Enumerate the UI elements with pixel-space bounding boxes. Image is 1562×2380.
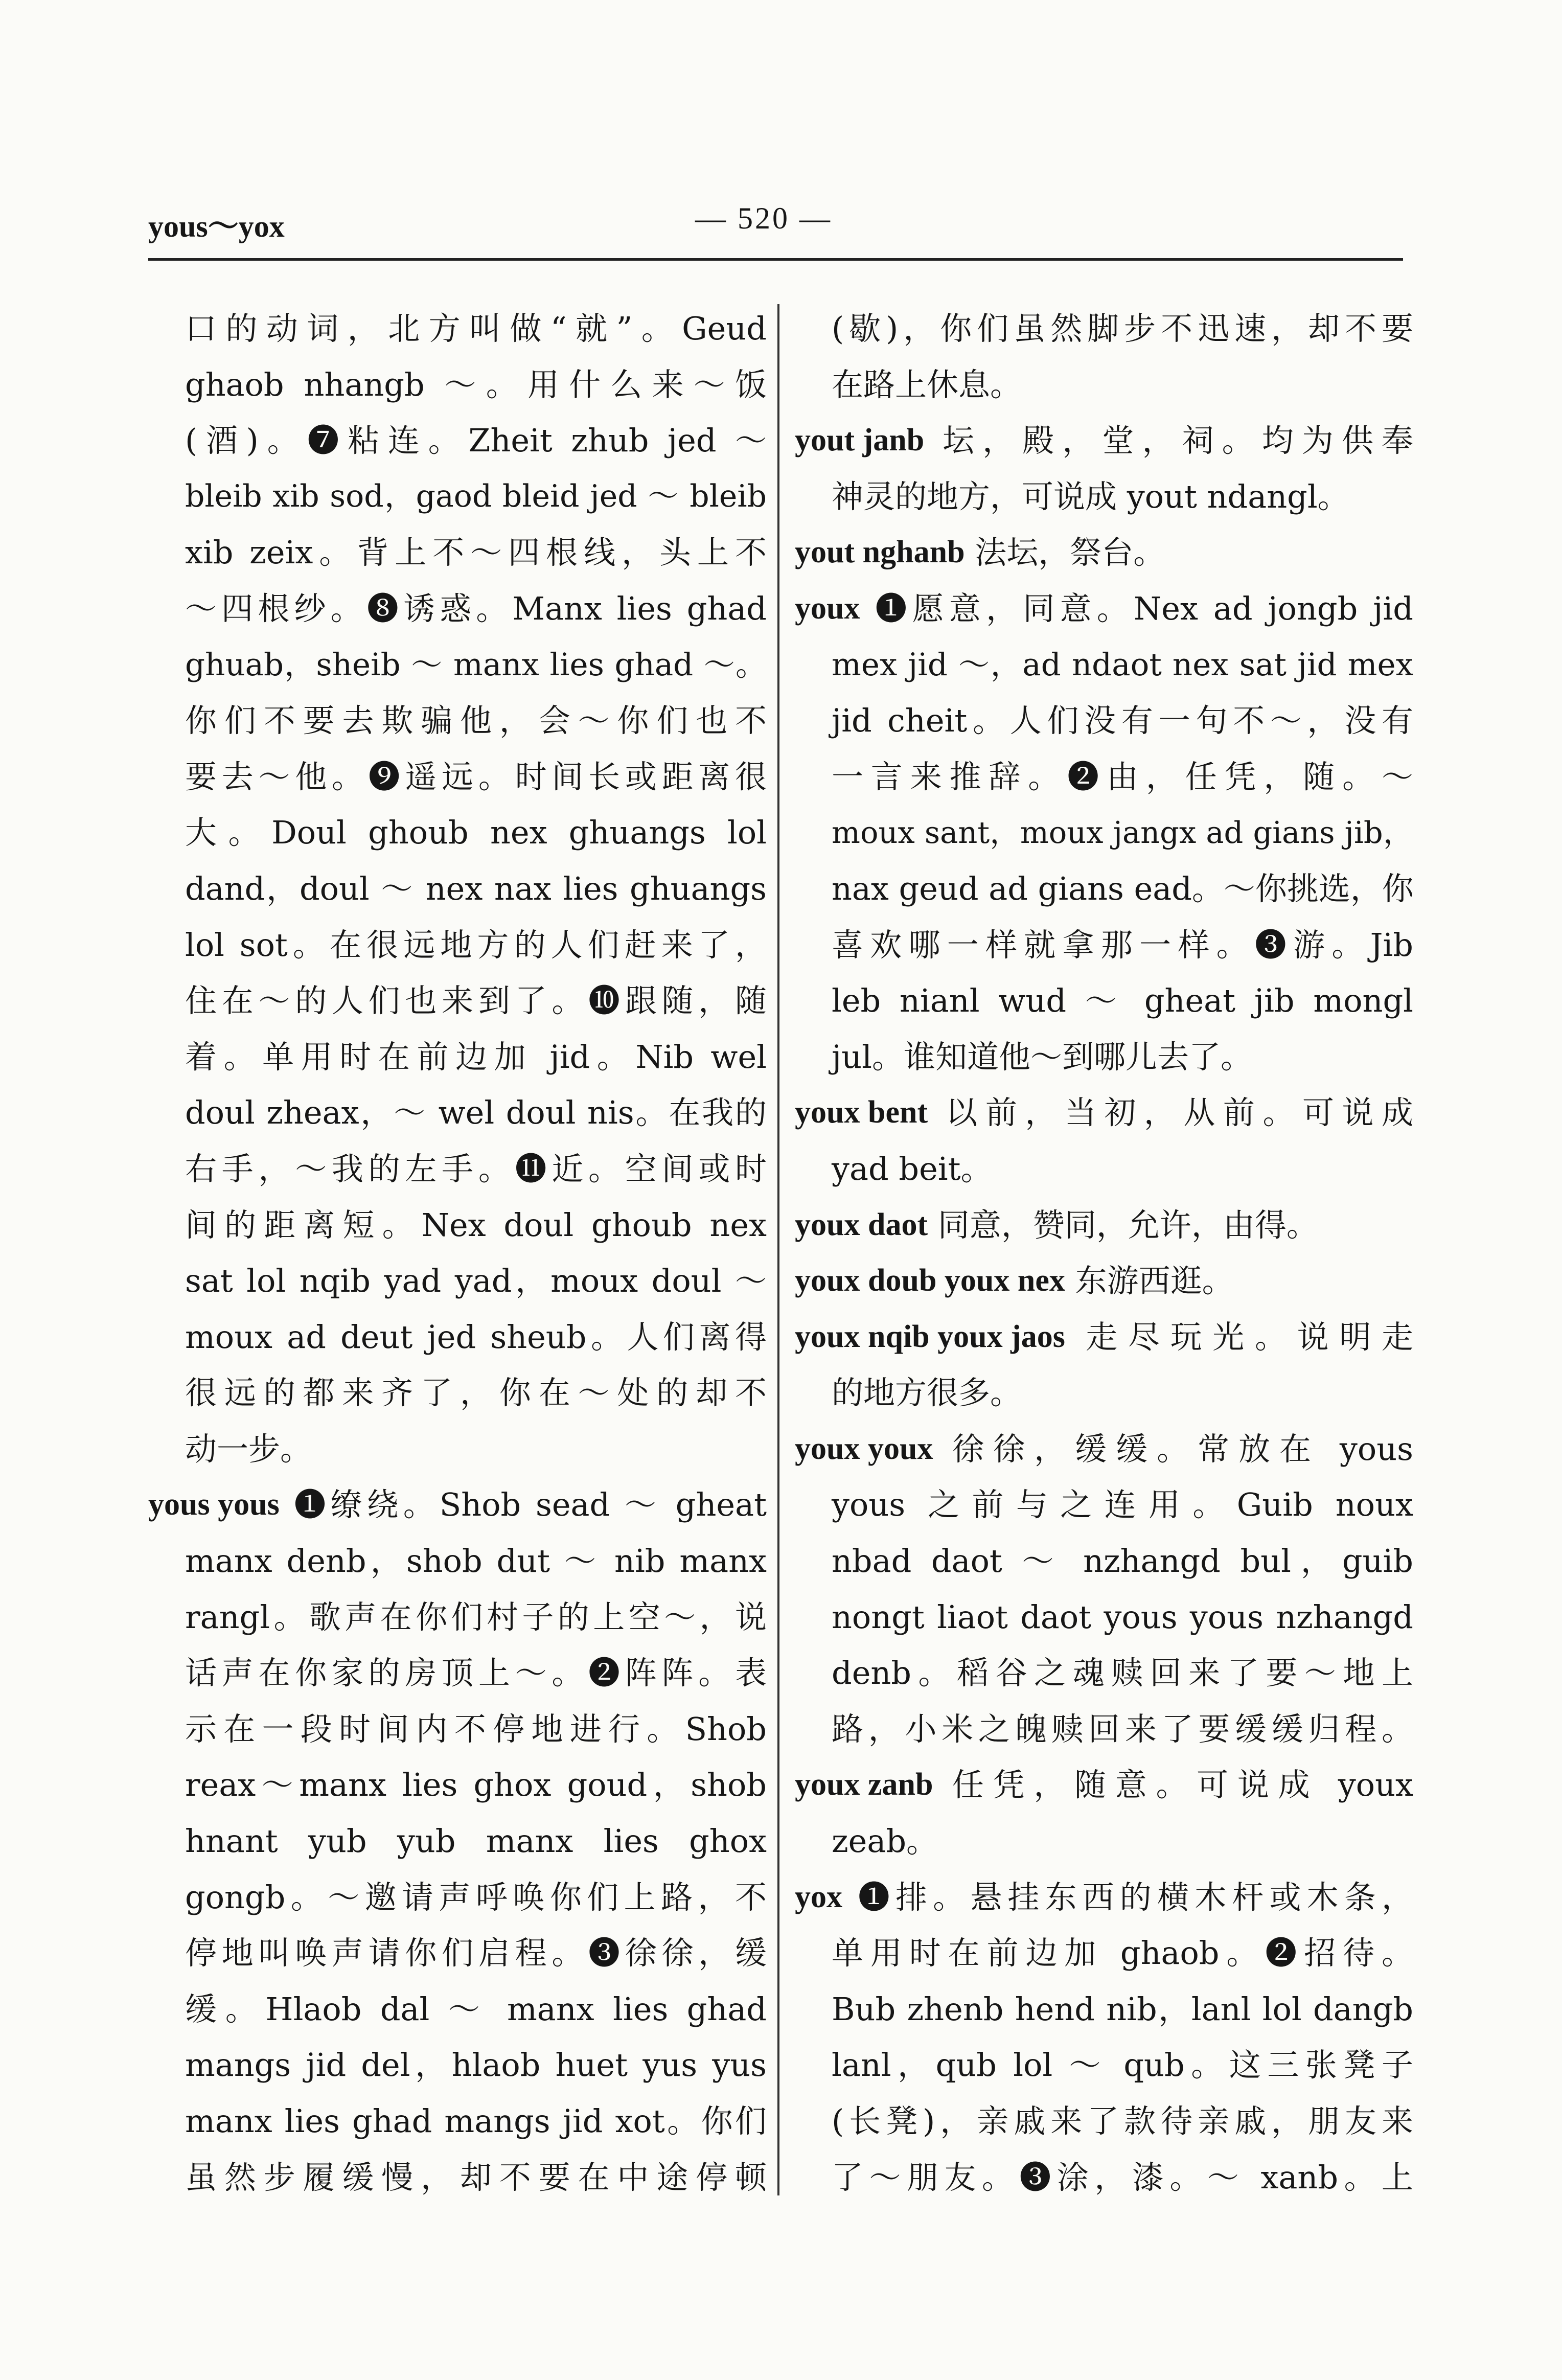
entry-line <box>148 2149 767 2206</box>
headword: youx youx <box>795 1431 933 1466</box>
definition-text: 路，小米之魄赎回来了要缓缓归程。 <box>832 1710 1413 1748</box>
entry-line <box>148 1309 767 1365</box>
entry-line <box>148 413 767 469</box>
entry-line <box>148 1533 767 1589</box>
page-header <box>148 197 1403 258</box>
definition-text: dand，doul ～ nex nax lies ghuangs <box>185 869 767 907</box>
entry-line <box>795 2149 1413 2206</box>
entry-line <box>148 1757 767 1813</box>
entry-line <box>148 1981 767 2038</box>
entry-line <box>148 1645 767 1701</box>
entry-line <box>795 1589 1413 1645</box>
entry-line-headword <box>795 1197 1413 1253</box>
entry-line <box>148 469 767 525</box>
definition-text: mex jid ～，ad ndaot nex sat jid mex <box>832 646 1413 683</box>
entry-line <box>148 1141 767 1197</box>
headword: yox <box>795 1879 842 1914</box>
entry-line <box>795 1477 1413 1533</box>
entry-line <box>148 1421 767 1477</box>
right-column <box>795 301 1413 2205</box>
definition-text: lanl，qub lol ～ qub。这三张凳子 <box>832 2046 1413 2084</box>
entry-line-headword <box>795 1309 1413 1365</box>
headword: yous yous <box>148 1487 280 1522</box>
definition-text: 了～朋友。❸涂，漆。～ xanb。上 <box>832 2158 1413 2196</box>
entry-line <box>148 917 767 973</box>
definition-text: denb。稻谷之魂赎回来了要～地上 <box>832 1654 1413 1692</box>
entry-line <box>795 1141 1413 1197</box>
entry-line <box>795 693 1413 749</box>
definition-text: 坛，殿，堂，祠。均为供奉 <box>924 422 1413 460</box>
entry-line-headword <box>795 413 1413 469</box>
entry-line <box>148 581 767 637</box>
entry-line <box>795 1925 1413 1981</box>
headword: yout janb <box>795 423 925 458</box>
definition-text: gongb。～邀请声呼唤你们上路，不 <box>185 1878 767 1916</box>
definition-text: moux sant，moux jangx ad gians jib， <box>832 815 1413 851</box>
entry-line-headword <box>795 524 1413 581</box>
definition-text: 任凭，随意。可说成 youx <box>933 1766 1413 1804</box>
definition-text: moux ad deut jed sheub。人们离得 <box>185 1318 767 1356</box>
entry-line-headword <box>795 1757 1413 1813</box>
entry-line <box>795 917 1413 973</box>
definition-text: manx lies ghad mangs jid xot。你们 <box>185 2102 767 2140</box>
entry-line <box>795 1029 1413 1085</box>
entry-line <box>148 2093 767 2149</box>
definition-text: (长凳)，亲戚来了款待亲戚，朋友来 <box>832 2102 1413 2140</box>
entry-line <box>795 1645 1413 1701</box>
definition-text: 法坛，祭台。 <box>964 534 1165 571</box>
headword: yout nghanb <box>795 535 965 570</box>
definition-text: 缓。Hlaob dal ～ manx lies ghad <box>185 1990 767 2028</box>
entry-line <box>148 1925 767 1981</box>
definition-text: ghaob nhangb ～。用什么来～饭 <box>185 365 767 403</box>
definition-text: ❶排。悬挂东西的横木杆或木条， <box>842 1878 1413 1916</box>
definition-text: (歇)，你们虽然脚步不迅速，却不要 <box>832 310 1413 347</box>
definition-text: zeab。 <box>832 1822 938 1860</box>
headword: youx bent <box>795 1095 928 1130</box>
definition-text: jid cheit。人们没有一句不～，没有 <box>832 702 1413 740</box>
definition-text: (酒)。❼粘连。Zheit zhub jed ～ <box>185 422 767 460</box>
definition-text: Bub zhenb hend nib，lanl lol dangb <box>832 1990 1413 2028</box>
entry-line <box>148 1253 767 1309</box>
definition-text: nongt liaot daot yous yous nzhangd <box>832 1598 1413 1636</box>
entry-line <box>795 973 1413 1029</box>
definition-text: doul zheax，～ wel doul nis。在我的 <box>185 1094 767 1132</box>
entry-line <box>795 2093 1413 2149</box>
entry-line <box>148 1589 767 1645</box>
headword: youx <box>795 590 860 626</box>
definition-text: 走尽玩光。说明走 <box>1065 1318 1413 1356</box>
entry-line <box>795 1701 1413 1757</box>
headword: youx doub youx nex <box>795 1263 1065 1298</box>
entry-line <box>795 861 1413 917</box>
definition-text: bleib xib sod，gaod bleid jed ～ bleib <box>185 478 767 514</box>
definition-text: 以前，当初，从前。可说成 <box>928 1094 1413 1132</box>
entry-line <box>148 1197 767 1253</box>
entry-line <box>795 749 1413 805</box>
definition-text: 在路上休息。 <box>832 365 1022 403</box>
entry-line <box>795 1533 1413 1589</box>
definition-text: 动一步。 <box>185 1430 312 1468</box>
definition-text: rangl。歌声在你们村子的上空～，说 <box>185 1598 767 1636</box>
definition-text: yad beit。 <box>832 1150 993 1187</box>
entry-line-headword <box>148 1477 767 1533</box>
entry-line <box>148 2037 767 2093</box>
definition-text: ❶愿意，同意。Nex ad jongb jid <box>860 589 1413 627</box>
definition-text: lol sot。在很远地方的人们赶来了， <box>185 926 767 964</box>
entry-line <box>148 1869 767 1926</box>
entry-line <box>148 749 767 805</box>
entry-line-headword <box>795 1085 1413 1141</box>
entry-line <box>148 524 767 581</box>
definition-text: 东游西逛。 <box>1065 1262 1234 1300</box>
entry-line <box>148 1029 767 1085</box>
definition-text: 一言来推辞。❷由，任凭，随。～ <box>832 758 1413 795</box>
definition-text: leb nianl wud ～ gheat jib mongl <box>832 982 1413 1020</box>
entry-line <box>795 1365 1413 1421</box>
entry-line <box>148 861 767 917</box>
entry-line <box>148 1085 767 1141</box>
header-rule <box>148 258 1403 261</box>
definition-text: reax～manx lies ghox goud，shob <box>185 1766 767 1804</box>
entry-line-headword <box>795 1253 1413 1309</box>
entry-line <box>795 1813 1413 1869</box>
definition-text: 大。Doul ghoub nex ghuangs lol <box>185 814 767 852</box>
definition-text: sat lol nqib yad yad，moux doul ～ <box>185 1262 767 1300</box>
definition-text: 着。单用时在前边加 jid。Nib wel <box>185 1038 767 1075</box>
entry-line <box>795 301 1413 357</box>
entry-line <box>148 637 767 693</box>
entry-line-headword <box>795 1421 1413 1477</box>
definition-text: 口的动词，北方叫做“就”。Geud <box>185 310 767 347</box>
entry-line <box>795 805 1413 861</box>
definition-text: 停地叫唤声请你们启程。❸徐徐，缓 <box>185 1934 767 1972</box>
entry-line <box>148 973 767 1029</box>
definition-text: 虽然步履缓慢，却不要在中途停顿 <box>185 2158 767 2196</box>
page-number: — 520 — <box>695 201 832 235</box>
entry-line <box>148 357 767 413</box>
definition-text: 住在～的人们也来到了。❿跟随，随 <box>185 982 767 1020</box>
guide-word: yous～yox <box>148 210 285 243</box>
entry-line-headword <box>795 1869 1413 1926</box>
definition-text: yous 之前与之连用。Guib noux <box>832 1486 1413 1524</box>
definition-text: 神灵的地方，可说成 yout ndangl。 <box>832 477 1349 515</box>
left-column <box>148 301 767 2205</box>
definition-text: 同意，赞同，允许，由得。 <box>928 1206 1318 1244</box>
entry-line <box>148 301 767 357</box>
definition-text: hnant yub yub manx lies ghox <box>185 1822 767 1860</box>
entry-line <box>795 1981 1413 2038</box>
definition-text: mangs jid del，hlaob huet yus yus <box>185 2046 767 2084</box>
entry-line <box>148 1813 767 1869</box>
definition-text: manx denb，shob dut ～ nib manx <box>185 1542 767 1580</box>
entry-line <box>148 805 767 861</box>
definition-text: jul。谁知道他～到哪儿去了。 <box>832 1038 1252 1075</box>
definition-text: 的地方很多。 <box>832 1374 1022 1412</box>
entry-line <box>795 469 1413 525</box>
headword: youx nqib youx jaos <box>795 1319 1065 1354</box>
definition-text: ❶缭绕。Shob sead ～ gheat <box>279 1486 767 1524</box>
definition-text: nbad daot ～ nzhangd bul，guib <box>832 1542 1413 1580</box>
definition-text: xib zeix。背上不～四根线，头上不 <box>185 534 767 571</box>
definition-text: 喜欢哪一样就拿那一样。❸游。Jib <box>832 926 1413 964</box>
definition-text: 徐徐，缓缓。常放在 yous <box>933 1430 1413 1468</box>
entry-line <box>148 693 767 749</box>
definition-text: 很远的都来齐了，你在～处的却不 <box>185 1374 767 1412</box>
definition-text: 右手，～我的左手。⓫近。空间或时 <box>185 1150 767 1187</box>
definition-text: ghuab，sheib ～ manx lies ghad ～。 <box>185 646 767 683</box>
definition-text: 示在一段时间内不停地进行。Shob <box>185 1710 767 1748</box>
definition-text: 你们不要去欺骗他，会～你们也不 <box>185 702 767 740</box>
entry-line <box>795 637 1413 693</box>
definition-text: 话声在你家的房顶上～。❷阵阵。表 <box>185 1654 767 1692</box>
entry-line-headword <box>795 581 1413 637</box>
headword: youx zanb <box>795 1767 933 1802</box>
entry-line <box>795 357 1413 413</box>
entry-line <box>148 1701 767 1757</box>
entry-line <box>148 1365 767 1421</box>
definition-text: 单用时在前边加 ghaob。❷招待。 <box>832 1934 1413 1972</box>
definition-text: ～四根纱。❽诱惑。Manx lies ghad <box>185 589 767 627</box>
entry-line <box>795 2037 1413 2093</box>
definition-text: 间的距离短。Nex doul ghoub nex <box>185 1206 767 1244</box>
headword: youx daot <box>795 1207 928 1242</box>
definition-text: nax geud ad gians ead。～你挑选，你 <box>832 869 1414 907</box>
column-divider <box>777 304 779 2195</box>
definition-text: 要去～他。❾遥远。时间长或距离很 <box>185 758 767 795</box>
